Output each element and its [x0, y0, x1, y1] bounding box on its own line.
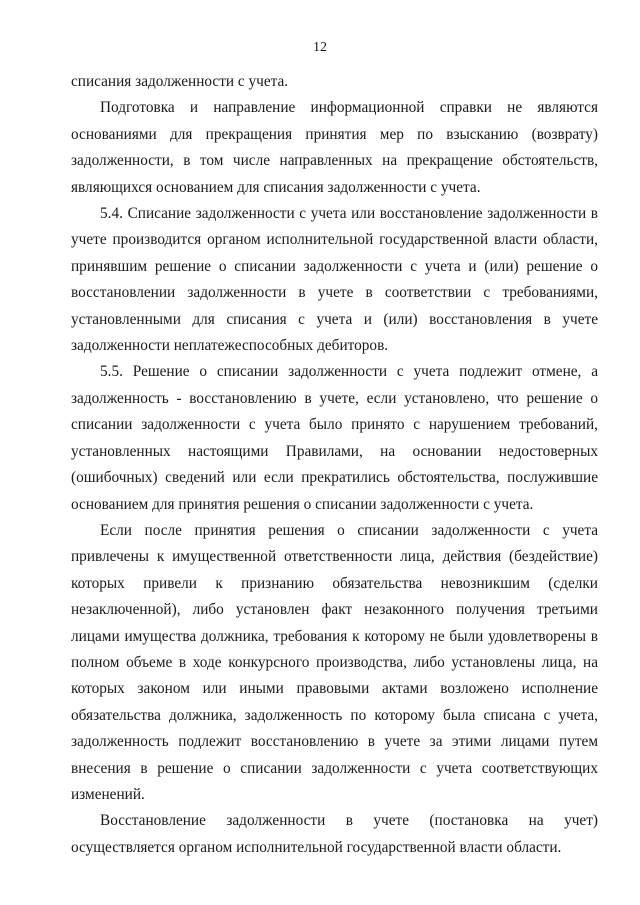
paragraph-5-4: 5.4. Списание задолженности с учета или восстановление задолженности в учете производится органом исполнительной государственной власти области, принявшим решение о списании задолженности с учета и (или) решение о восстановлении задолженности в учете в соответствии с требованиями, установленными для списания с учета и (или) восстановления в учете задолженности неплатежеспособных дебиторов. [71, 205, 598, 355]
paragraph-continuation: списания задолженности с учета. [71, 73, 289, 90]
paragraph-5-5: 5.5. Решение о списании задолженности с учета подлежит отмене, а задолженность - восстановлению в учете, если установлено, что решение о списании задолженности с учета было принято с нарушением требований, установленных настоящими Правилами, на основании недостоверных (ошибочных) сведений или если прекратились обстоятельства, послужившие основанием для принятия решения о списании задолженности с учета. [71, 363, 598, 513]
paragraph-info-note: Подготовка и направление информационной справки не являются основаниями для прекращения принятия мер по взысканию (возврату) задолженности, в том числе направленных на прекращение обстоятельств, являющихся основанием для списания задолженности с учета. [71, 99, 598, 196]
paragraph-restoration: Восстановление задолженности в учете (постановка на учет) осуществляется органом исполнительной государственной власти области. [71, 812, 598, 856]
page-number: 12 [313, 40, 327, 55]
paragraph-liability: Если после принятия решения о списании задолженности с учета привлечены к имущественной ответственности лица, действия (бездействие) которых привели к признанию обязательства невозникшим (сделки незаключенной), либо установлен факт незаконного получения третьими лицами имущества должника, требования к которому не были удовлетворены в полном объеме в ходе конкурсного производства, либо установлены лица, на которых законом или иными правовыми актами возложено исполнение обязательства должника, задолженность по которому была списана с учета, задолженность подлежит восстановлению в учете за этими лицами путем внесения в решение о списании задолженности с учета соответствующих изменений. [71, 521, 598, 803]
document-body [71, 69, 598, 861]
